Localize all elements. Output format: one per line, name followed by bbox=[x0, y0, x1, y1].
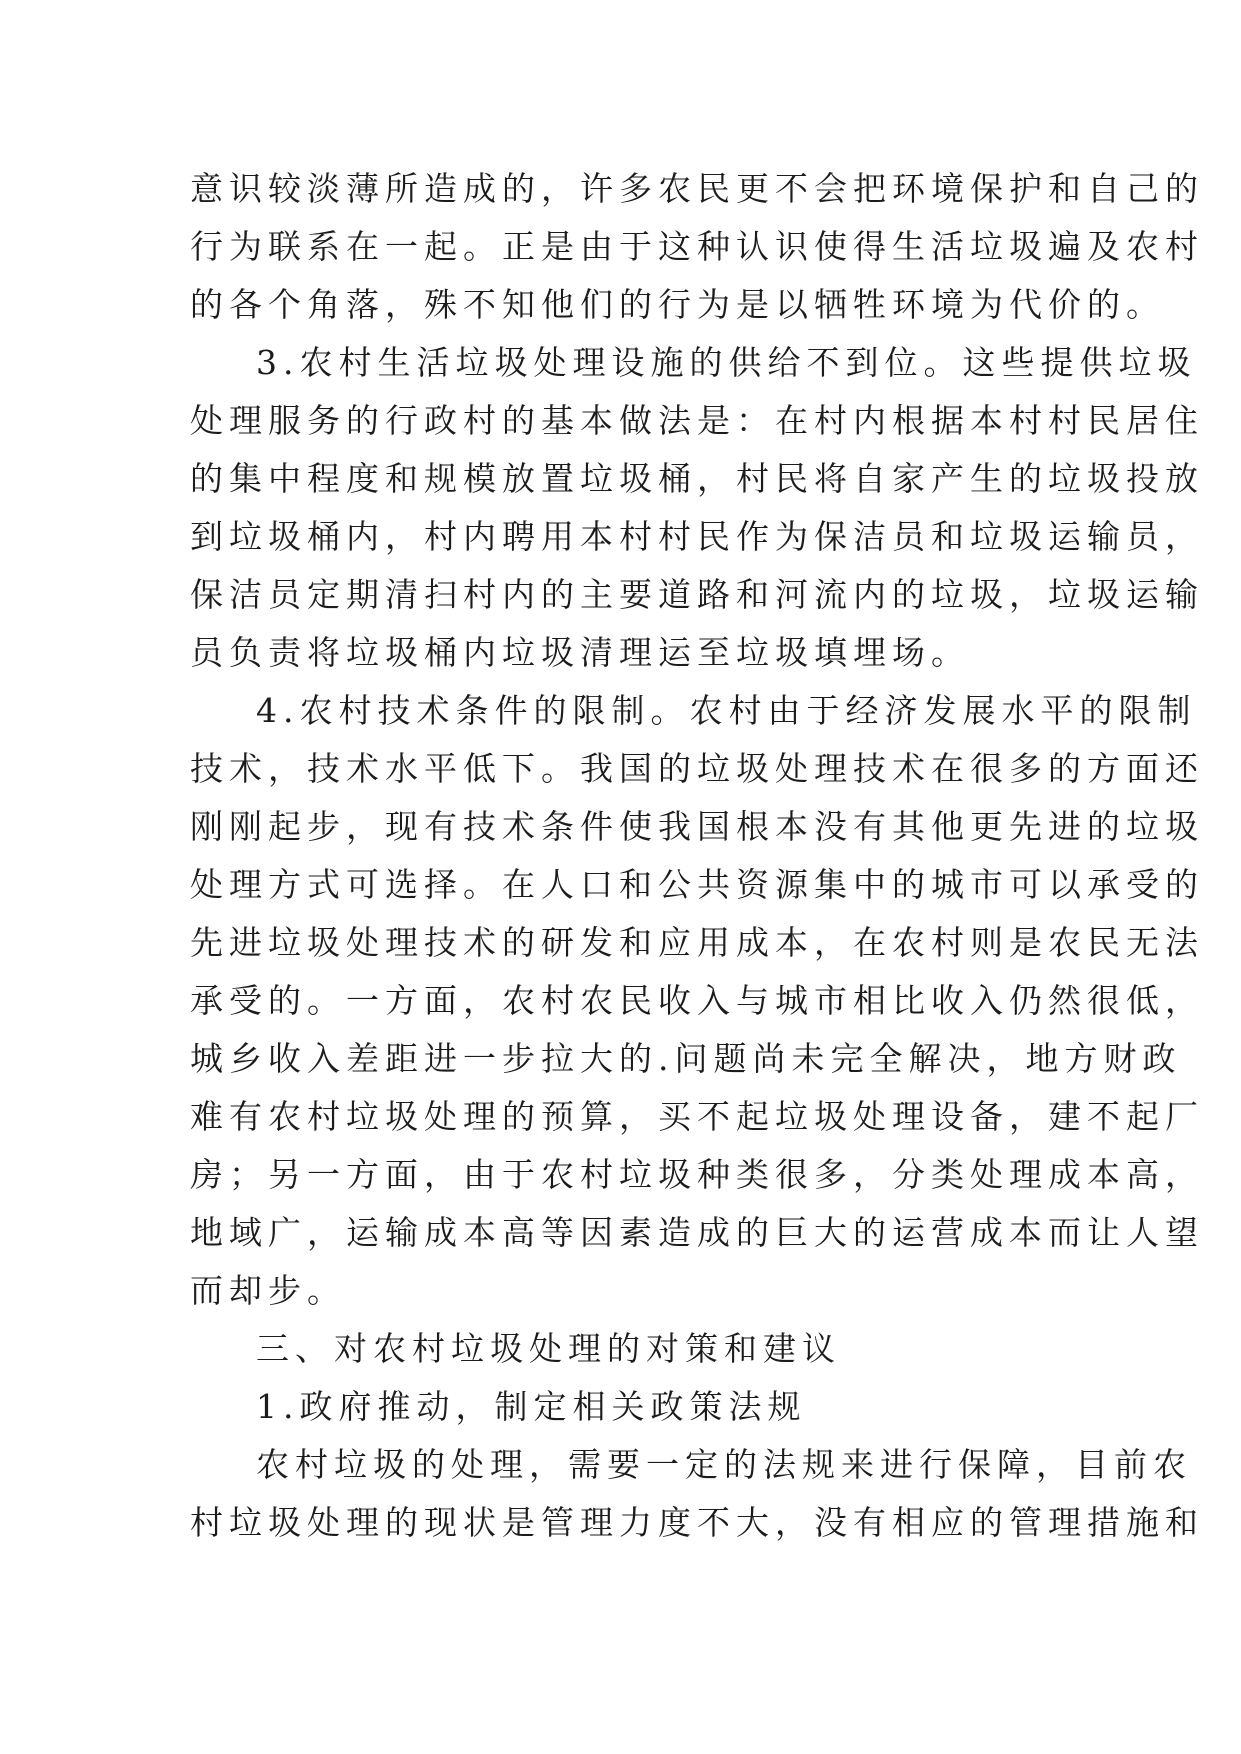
body-text bbox=[190, 160, 1204, 1552]
text-line: 的集中程度和规模放置垃圾桶，村民将自家产生的垃圾投放 bbox=[190, 459, 1204, 498]
text-line: 保洁员定期清扫村内的主要道路和河流内的垃圾，垃圾运输 bbox=[190, 575, 1204, 614]
text-line: 员负责将垃圾桶内垃圾清理运至垃圾填埋场。 bbox=[190, 633, 970, 672]
text-line: 城乡收入差距进一步拉大的.问题尚未完全解决，地方财政 bbox=[190, 1039, 1182, 1078]
text-line: 技术，技术水平低下。我国的垃圾处理技术在很多的方面还 bbox=[190, 749, 1204, 788]
text-line: 先进垃圾处理技术的研发和应用成本，在农村则是农民无法 bbox=[190, 923, 1204, 962]
text-line: 村垃圾处理的现状是管理力度不大，没有相应的管理措施和 bbox=[190, 1503, 1204, 1542]
text-line: 而却步。 bbox=[190, 1271, 346, 1310]
text-line: 农村垃圾的处理，需要一定的法规来进行保障，目前农 bbox=[256, 1445, 1192, 1484]
text-line: 到垃圾桶内，村内聘用本村村民作为保洁员和垃圾运输员， bbox=[190, 517, 1204, 556]
text-line: 刚刚起步，现有技术条件使我国根本没有其他更先进的垃圾 bbox=[190, 807, 1204, 846]
text-line: 处理方式可选择。在人口和公共资源集中的城市可以承受的 bbox=[190, 865, 1204, 904]
text-line: 3.农村生活垃圾处理设施的供给不到位。这些提供垃圾 bbox=[256, 343, 1197, 382]
text-line: 房；另一方面，由于农村垃圾种类很多，分类处理成本高， bbox=[190, 1155, 1204, 1194]
text-line: 处理服务的行政村的基本做法是：在村内根据本村村民居住 bbox=[190, 401, 1204, 440]
text-line: 意识较淡薄所造成的，许多农民更不会把环境保护和自己的 bbox=[190, 169, 1204, 208]
text-line: 地域广，运输成本高等因素造成的巨大的运营成本而让人望 bbox=[190, 1213, 1204, 1252]
text-line: 难有农村垃圾处理的预算，买不起垃圾处理设备，建不起厂 bbox=[190, 1097, 1204, 1136]
text-line: 4.农村技术条件的限制。农村由于经济发展水平的限制 bbox=[256, 691, 1197, 730]
text-line: 行为联系在一起。正是由于这种认识使得生活垃圾遍及农村 bbox=[190, 227, 1204, 266]
text-line: 承受的。一方面，农村农民收入与城市相比收入仍然很低， bbox=[190, 981, 1204, 1020]
text-line: 三、对农村垃圾处理的对策和建议 bbox=[256, 1329, 841, 1368]
text-line: 的各个角落，殊不知他们的行为是以牺牲环境为代价的。 bbox=[190, 285, 1165, 324]
text-line: 1.政府推动，制定相关政策法规 bbox=[256, 1387, 807, 1426]
